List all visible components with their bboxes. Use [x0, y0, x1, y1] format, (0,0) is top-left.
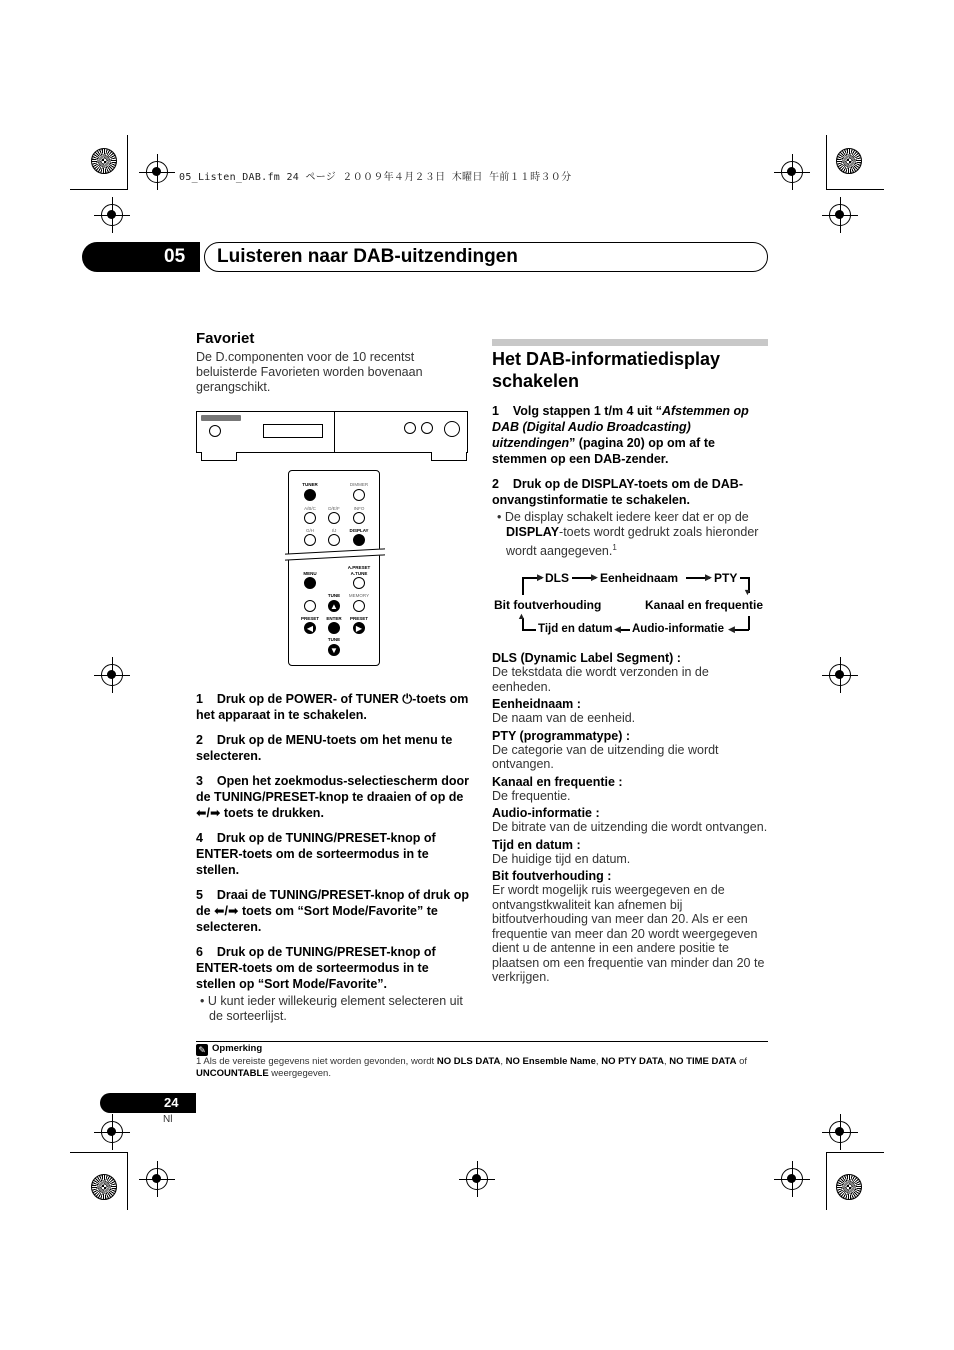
- arrow-right-icon: ▶: [537, 572, 544, 582]
- arrow-up-icon: ▲: [517, 611, 526, 621]
- arrow-left-icon: ◀: [728, 624, 735, 634]
- bullet-text: -toets wordt gedrukt zoals hieronder wordt aangegeven.: [506, 525, 759, 559]
- step-text: Druk op de TUNING/PRESET-knop of ENTER-toets om de sorteermodus in te stellen.: [196, 831, 436, 877]
- definition-term: Eenheidnaam :: [492, 697, 581, 711]
- apreset-button-icon: [353, 577, 365, 589]
- bullet-text: U kunt ieder willekeurig element selecteren uit de sorteerlijst.: [207, 994, 463, 1023]
- definition-desc: De categorie van de uitzending die wordt ontvangen.: [492, 742, 719, 771]
- footnote-part: of: [736, 1056, 748, 1067]
- flow-bit: Bit foutverhouding: [494, 598, 602, 612]
- step-number: 1: [492, 404, 499, 418]
- flow-tijd: Tijd en datum: [538, 623, 613, 635]
- power-knob-icon: [209, 425, 221, 437]
- step-5: [196, 887, 471, 935]
- definition-desc: De huidige tijd en datum.: [492, 851, 631, 866]
- menu-button-icon: [304, 577, 316, 589]
- file-info: 05_Listen_DAB.fm 24 ページ ２００９年４月２３日 木曜日 午前１１時３０分: [179, 172, 572, 183]
- step-6: [196, 944, 471, 992]
- step-1: [196, 691, 471, 723]
- page-language: Nl: [163, 1114, 173, 1125]
- abc-button-icon: [304, 512, 316, 524]
- definition-term: Bit foutverhouding :: [492, 869, 612, 883]
- step-number: 2: [196, 733, 203, 747]
- definition-term: Kanaal en frequentie :: [492, 774, 623, 789]
- page-number: 24: [100, 1093, 196, 1113]
- step-4: [196, 830, 471, 878]
- definition-desc: De tekstdata die wordt verzonden in de eenheden.: [492, 665, 709, 694]
- sort-list-bullet: • U kunt ieder willekeurig element selecteren uit de sorteerlijst.: [200, 994, 463, 1023]
- chapter-title: Luisteren naar DAB-uitzendingen: [204, 242, 768, 272]
- step-link-text: Afstemmen op DAB (Digital Audio Broadcasting) uitzendingen: [492, 404, 749, 450]
- flow-kanaal: Kanaal en frequentie: [645, 598, 764, 612]
- remote-label: INFO: [353, 506, 365, 511]
- footnote-part: ,: [595, 1056, 602, 1067]
- footnote-bold: NO DLS DATA: [436, 1056, 501, 1067]
- definition-term: Tijd en datum :: [492, 837, 581, 852]
- remote-label: PRESET: [349, 616, 368, 621]
- remote-label: ENTER: [326, 616, 342, 621]
- cut-line: [285, 548, 385, 560]
- device-foot: [431, 452, 467, 461]
- ij-button-icon: [328, 534, 340, 546]
- remote-label: DISPLAY: [349, 528, 369, 533]
- display-cycle-diagram: [490, 566, 772, 642]
- tune-down-icon: ▼: [328, 644, 340, 656]
- step-number: 4: [196, 831, 203, 845]
- step-2: [196, 732, 471, 764]
- step-number: 1: [196, 692, 203, 706]
- favoriet-heading: Favoriet: [196, 330, 255, 347]
- definition-term: DLS (Dynamic Label Segment) :: [492, 651, 681, 665]
- bullet-text: De display schakelt iedere keer dat er op de: [504, 510, 749, 524]
- memory-button-icon: [353, 600, 365, 612]
- button-icon: [421, 422, 433, 434]
- footnote-ref: 1: [612, 543, 617, 552]
- flow-audio: Audio-informatie: [632, 623, 724, 635]
- arrow-left-icon: ◀: [614, 624, 621, 634]
- definition-term: Audio-informatie :: [492, 806, 600, 820]
- step-text: Druk op de TUNING/PRESET-knop of ENTER-toets om de sorteermodus in te stellen op “Sort Mode/Favorite”.: [196, 945, 436, 991]
- remote-label: I/J: [331, 528, 337, 533]
- remote-label: A.TUNE: [350, 571, 368, 576]
- chapter-number: 05: [82, 242, 200, 272]
- footnote-heading: Opmerking: [212, 1043, 263, 1054]
- device-foot: [201, 452, 237, 461]
- receiver-front-panel-illustration: [196, 411, 468, 453]
- remote-label: DIMMER: [349, 482, 369, 487]
- step-number: 3: [196, 774, 203, 788]
- definition-desc: Er wordt mogelijk ruis weergegeven en de ontvangstkwaliteit kan afnemen bij bitfoutverhouding van meer dan 20. Als er een frequentie van meer dan 20 wordt weergegeven dient u de antenne in een andere positie te plaatsen om een frequentie van minder dan 20 te verkrijgen.: [492, 883, 765, 984]
- tuner-button-icon: [304, 489, 316, 501]
- definition-desc: De naam van de eenheid.: [492, 711, 636, 725]
- def-button-icon: [328, 512, 340, 524]
- bullet-bold: DISPLAY: [506, 525, 560, 539]
- step-text: Open het zoekmodus-selectiescherm door de TUNING/PRESET-knop te draaien of op de ⬅/➡ toets te drukken.: [196, 774, 470, 820]
- remote-label: TUNER: [302, 482, 318, 487]
- footnote-part: 1 Als de vereiste gegevens niet worden gevonden, wordt: [196, 1056, 437, 1067]
- flow-eenheidnaam: Eenheidnaam: [600, 571, 679, 585]
- tuning-knob-icon: [444, 421, 460, 437]
- preset-right-icon: ▶: [353, 622, 365, 634]
- footnote-bold: NO Ensemble Name: [505, 1056, 596, 1067]
- flow-pty: PTY: [714, 571, 738, 585]
- info-button-icon: [353, 512, 365, 524]
- footnote-bold: UNCOUNTABLE: [196, 1068, 269, 1079]
- step-number: 2: [492, 477, 499, 491]
- footnote-divider: [196, 1041, 768, 1042]
- step-text: Volg stappen 1 t/m 4 uit “: [512, 404, 662, 418]
- step-3: [196, 773, 471, 821]
- step-number: 6: [196, 945, 203, 959]
- remote-label: A.PRESET: [347, 565, 371, 570]
- button-icon: [404, 422, 416, 434]
- remote-control-illustration: [288, 470, 380, 666]
- step-text: Druk op de POWER- of TUNER ⏻-toets om het apparaat in te schakelen.: [196, 692, 469, 722]
- section-title: Het DAB-informatiedisplay schakelen: [492, 349, 721, 391]
- favoriet-text: De D.componenten voor de 10 recentst beluisterde Favorieten worden bovenaan gerangschikt.: [196, 350, 423, 394]
- step-text: Druk op de DISPLAY-toets om de DAB-onvangstinformatie te schakelen.: [492, 477, 743, 507]
- remote-label: TUNE: [327, 637, 341, 642]
- definitions-list: [492, 651, 768, 985]
- footnote-part: ,: [500, 1056, 506, 1067]
- display-bullet: • De display schakelt iedere keer dat er op de DISPLAY-toets wordt gedrukt zoals hieronder wordt aangegeven.$^1$: [497, 510, 759, 559]
- remote-label: G/H: [305, 528, 314, 533]
- footnote-text: [196, 1056, 771, 1080]
- definition-desc: De frequentie.: [492, 788, 571, 803]
- steps-list: [196, 691, 471, 1024]
- brand-logo: [201, 415, 241, 421]
- flow-dls: DLS: [545, 571, 569, 585]
- section-bar: [492, 339, 768, 346]
- footnote-part: weergegeven.: [268, 1068, 331, 1079]
- display-window: [263, 424, 323, 438]
- definition-desc: De bitrate van de uitzending die wordt ontvangen.: [492, 820, 768, 834]
- step-text: Draai de TUNING/PRESET-knop of druk op de ⬅/➡ toets om “Sort Mode/Favorite” te selecteren.: [196, 888, 469, 934]
- remote-label: D/E/F: [328, 506, 340, 511]
- remote-label: A/B/C: [304, 506, 316, 511]
- right-step-2: [492, 476, 768, 508]
- tune-up-icon: ▲: [328, 600, 340, 612]
- remote-label: PRESET: [300, 616, 319, 621]
- dimmer-button-icon: [353, 489, 365, 501]
- step-text: Druk op de MENU-toets om het menu te selecteren.: [196, 733, 453, 763]
- step-number: 5: [196, 888, 203, 902]
- step-text: ” (pagina 20) op om af te stemmen op een DAB-zender.: [492, 436, 715, 466]
- footnote-bold: NO TIME DATA: [669, 1056, 737, 1067]
- right-step-1: [492, 403, 768, 467]
- display-button-icon: [353, 534, 365, 546]
- definition-term: PTY (programmatype) :: [492, 728, 630, 743]
- remote-label: TUNE: [327, 593, 341, 598]
- gh-button-icon: [304, 534, 316, 546]
- remote-label: MEMORY: [348, 593, 370, 598]
- arrow-right-icon: ▶: [705, 572, 712, 582]
- footnote-bold: NO PTY DATA: [601, 1056, 665, 1067]
- arrow-right-icon: ▶: [591, 572, 598, 582]
- note-icon: ✎: [196, 1044, 208, 1056]
- remote-label: MENU: [303, 571, 317, 576]
- preset-left-icon: ◀: [304, 622, 316, 634]
- footnote-part: ,: [664, 1056, 670, 1067]
- arrow-down-icon: ▼: [743, 587, 752, 597]
- enter-button-icon: [328, 622, 340, 634]
- remote-button-icon: [304, 600, 316, 612]
